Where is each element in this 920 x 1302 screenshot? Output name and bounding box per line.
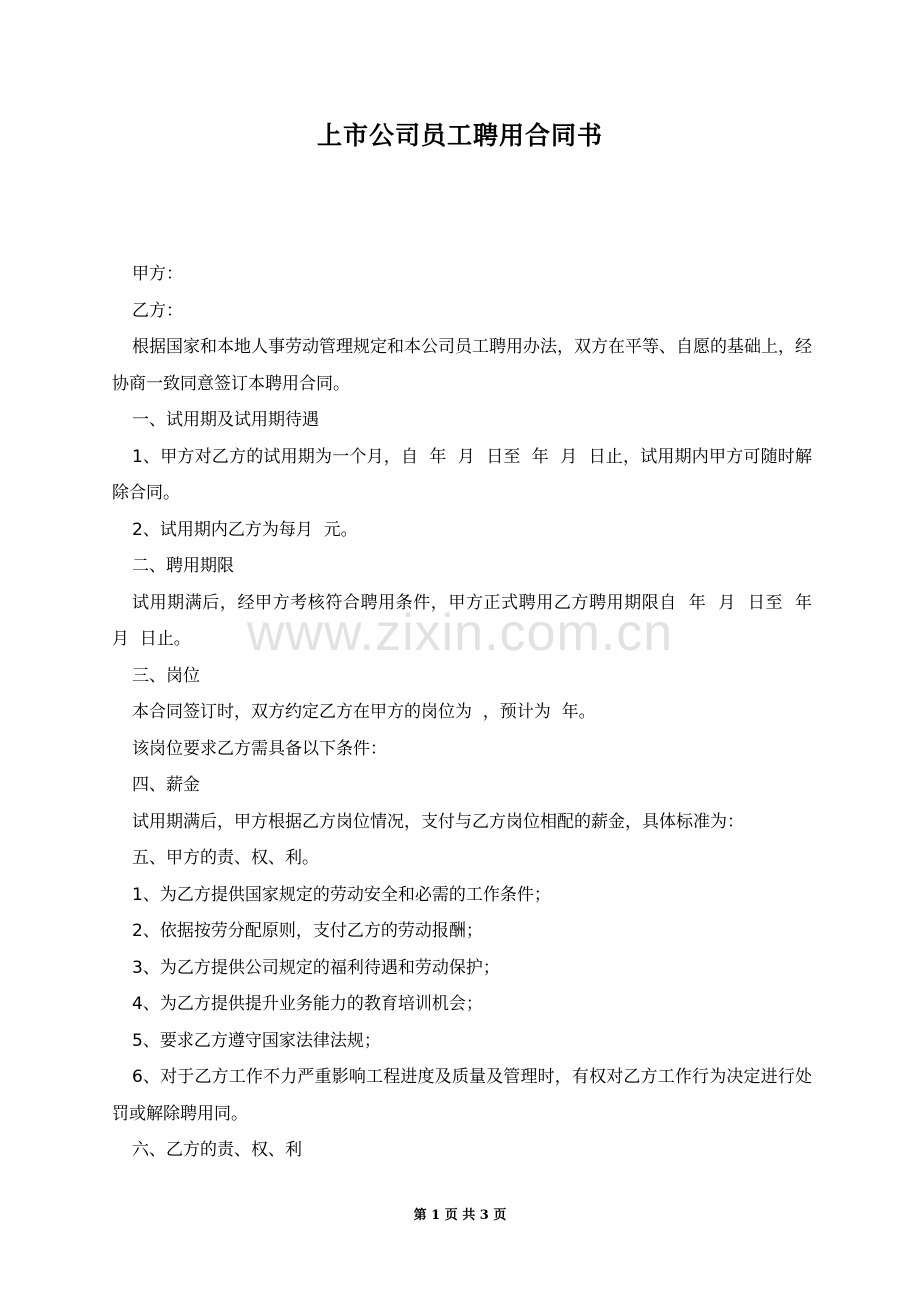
list-item: 1、为乙方提供国家规定的劳动安全和必需的工作条件； (132, 884, 551, 905)
list-item: 3、为乙方提供公司规定的福利待遇和劳动保护； (132, 957, 500, 978)
page-footer: 第 1 页 共 3 页 (413, 1208, 507, 1223)
paragraph-preamble: 根据国家和本地人事劳动管理规定和本公司员工聘用办法，双方在平等、自愿的基础上，经协商一致同意签订本聘用合同。 (112, 337, 812, 394)
paragraph-employment-term: 试用期满后，经甲方考核符合聘用条件，甲方正式聘用乙方聘用期限自 年 月 日至 年 月 日止。 (112, 592, 823, 649)
paragraph-party-b: 乙方： (132, 300, 183, 321)
list-item: 2、依据按劳分配原则，支付乙方的劳动报酬； (132, 921, 483, 941)
paragraph-position-requirements: 该岗位要求乙方需具备以下条件： (132, 738, 387, 759)
paragraph-salary: 试用期满后，甲方根据乙方岗位情况，支付与乙方岗位相配的薪金，具体标准为： (132, 811, 744, 832)
section-heading-term: 二、聘用期限 (132, 556, 234, 576)
document-body (112, 256, 823, 1169)
section-heading-party-b-rights: 六、乙方的责、权、利 (132, 1140, 302, 1160)
section-heading-party-a-rights: 五、甲方的责、权、利。 (132, 848, 319, 868)
section-heading-position: 三、岗位 (132, 665, 200, 686)
document-title: 上市公司员工聘用合同书 (316, 121, 603, 150)
section-heading-probation: 一、试用期及试用期待遇 (132, 410, 319, 430)
section-heading-salary: 四、薪金 (132, 775, 200, 795)
paragraph-probation-pay: 2、试用期内乙方为每月 元。 (132, 519, 358, 540)
list-item: 5、要求乙方遵守国家法律法规； (132, 1030, 381, 1051)
list-item: 6、对于乙方工作不力严重影响工程进度及质量及管理时，有权对乙方工作行为决定进行处罚或解除聘用同。 (112, 1067, 812, 1124)
paragraph-party-a: 甲方： (132, 264, 183, 284)
watermark: www.zixin.com.cn (246, 604, 674, 662)
paragraph-position: 本合同签订时，双方约定乙方在甲方的岗位为 ，预计为 年。 (132, 702, 596, 722)
paragraph-probation-term: 1、甲方对乙方的试用期为一个月，自 年 月 日至 年 月 日止，试用期内甲方可随时解除合同。 (112, 446, 812, 503)
list-item: 4、为乙方提供提升业务能力的教育培训机会； (132, 994, 483, 1014)
